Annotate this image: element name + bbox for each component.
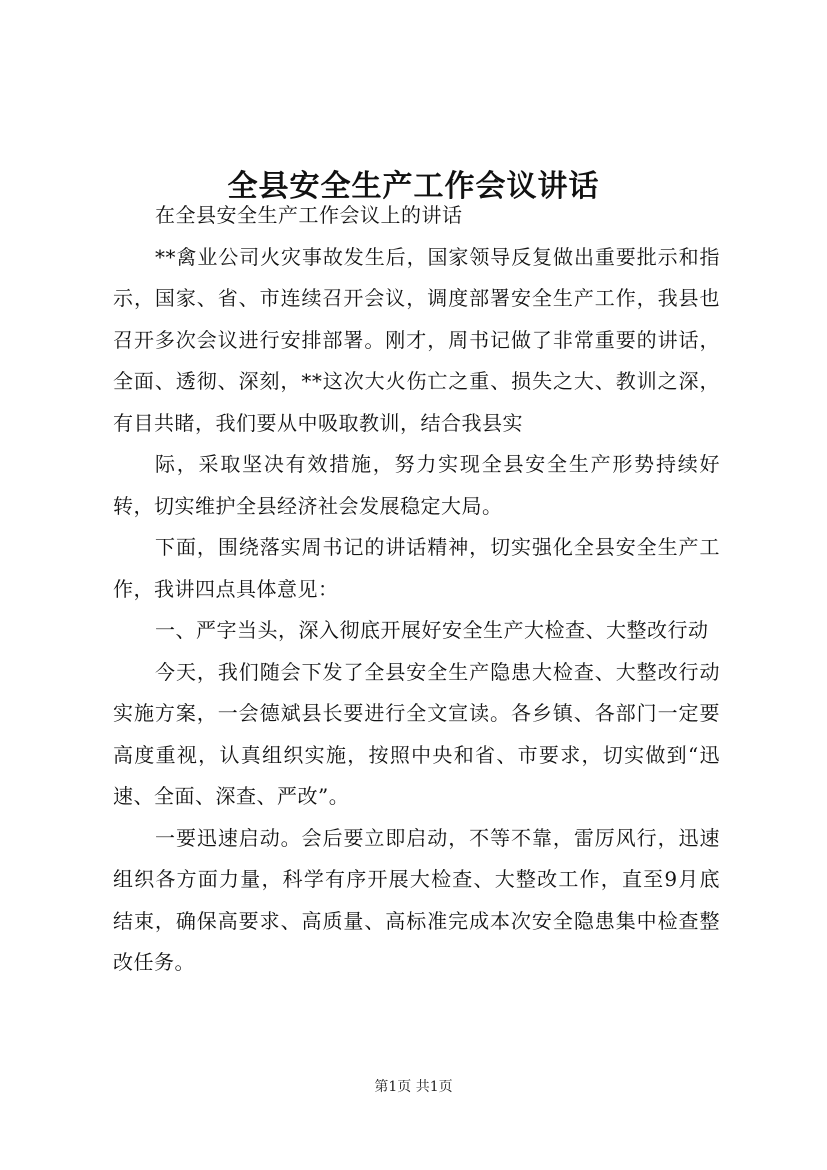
section-heading: 一、严字当头，深入彻底开展好安全生产大检查、大整改行动 (155, 618, 709, 642)
paragraph: **禽业公司火灾事故发生后，国家领导反复做出重要批示和指示，国家、省、市连续召开会议，调度部署安全生产工作，我县也召开多次会议进行安排部署。刚才，周书记做了非常重要的讲话，全面、透彻、深刻，**这次大火伤亡之重、损失之大、教训之深，有目共睹，我们要从中吸取教训，结合我县实 (113, 244, 720, 435)
page-footer: 第1页 共1页 (374, 1079, 453, 1095)
document-body (113, 195, 720, 984)
paragraph: 际，采取坚决有效措施，努力实现全县安全生产形势持续好转，切实维护全县经济社会发展稳定大局。 (113, 452, 720, 518)
paragraph: 一要迅速启动。会后要立即启动，不等不靠，雷厉风行，迅速组织各方面力量，科学有序开展大检查、大整改工作，直至9月底结束，确保高要求、高质量、高标准完成本次安全隐患集中检查整改任务。 (113, 825, 720, 974)
document-title: 全县安全生产工作会议讲话 (227, 169, 600, 205)
paragraph-subtitle: 在全县安全生产工作会议上的讲话 (155, 203, 463, 227)
paragraph: 下面，围绕落实周书记的讲话精神，切实强化全县安全生产工作，我讲四点具体意见： (113, 535, 720, 601)
paragraph: 今天，我们随会下发了全县安全生产隐患大检查、大整改行动实施方案，一会德斌县长要进行全文宣读。各乡镇、各部门一定要高度重视，认真组织实施，按照中央和省、市要求，切实做到“迅速、全面、深查、严改”。 (113, 659, 720, 808)
